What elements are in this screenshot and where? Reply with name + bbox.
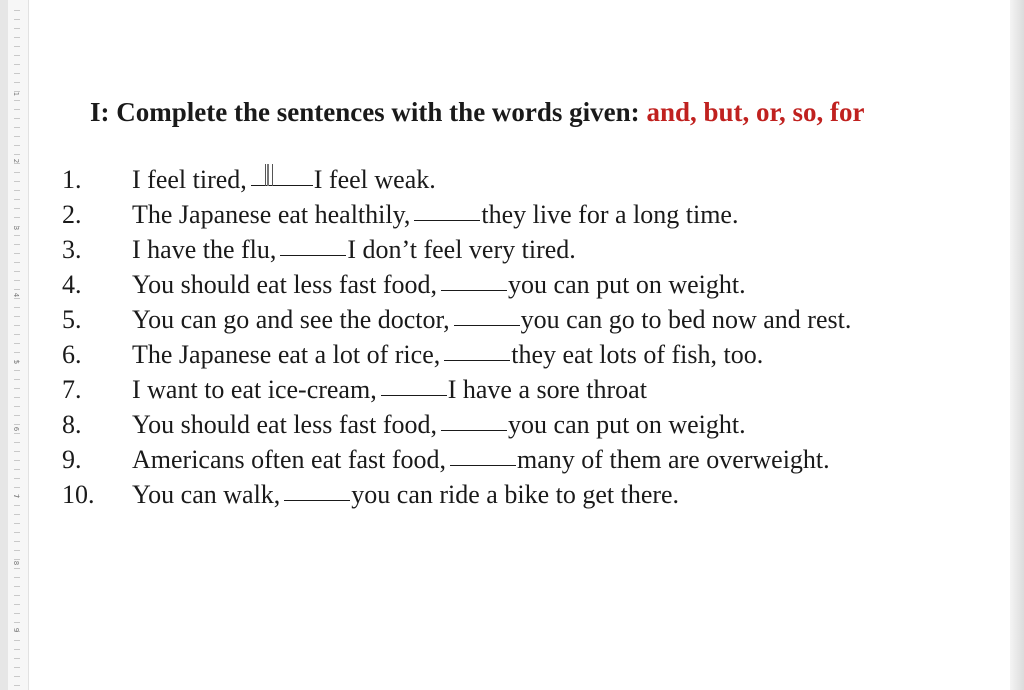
ruler-tick [14, 586, 20, 587]
sentence-end: they live for a long time. [481, 200, 739, 230]
list-item [60, 232, 1000, 267]
ruler-tick [14, 127, 20, 128]
ruler-tick [14, 316, 20, 317]
ruler-tick [14, 289, 20, 290]
item-number: 3. [62, 235, 82, 265]
ruler-tick [14, 649, 20, 650]
answer-blank[interactable] [441, 429, 507, 431]
sentence-end: you can put on weight. [508, 410, 746, 440]
ruler-tick [14, 532, 20, 533]
ruler-number: 4 [12, 292, 21, 298]
sentence-end: they eat lots of fish, too. [511, 340, 764, 370]
ruler-tick [14, 424, 20, 425]
item-number: 7. [62, 375, 82, 405]
ruler-tick [14, 100, 20, 101]
ruler-tick [14, 514, 20, 515]
ruler-tick [14, 253, 20, 254]
answer-blank[interactable] [284, 499, 350, 501]
ruler-tick [14, 235, 20, 236]
ruler-tick [14, 379, 20, 380]
sentence-start: I want to eat ice-cream, [132, 375, 377, 405]
ruler-tick [14, 370, 20, 371]
ruler-tick [14, 37, 20, 38]
sentence-start: You can go and see the doctor, [132, 305, 450, 335]
vertical-ruler [8, 0, 29, 690]
list-item [60, 302, 1000, 337]
ruler-tick [14, 550, 20, 551]
ruler-tick [14, 73, 20, 74]
ruler-number: 2 [12, 158, 21, 164]
sentence-end: you can go to bed now and rest. [520, 305, 852, 335]
ruler-tick [14, 307, 20, 308]
ruler-number: 9 [12, 627, 21, 633]
sentence-start: The Japanese eat a lot of rice, [132, 340, 441, 370]
item-number: 2. [62, 200, 82, 230]
ruler-tick [14, 442, 20, 443]
ruler-tick [14, 541, 20, 542]
document-body[interactable] [60, 95, 1000, 512]
exercise-heading [90, 95, 1000, 130]
ruler-tick [14, 433, 20, 434]
sentence-start: You should eat less fast food, [132, 410, 438, 440]
right-scroll-edge[interactable] [1010, 0, 1024, 690]
ruler-tick [14, 208, 20, 209]
sentence-start: You should eat less fast food, [132, 270, 438, 300]
answer-blank[interactable] [444, 359, 510, 361]
ruler-number: 5 [12, 359, 21, 365]
item-number: 9. [62, 445, 82, 475]
answer-blank[interactable] [381, 394, 447, 396]
ruler-tick [14, 64, 20, 65]
ruler-tick [14, 181, 20, 182]
left-edge-bar [0, 0, 8, 690]
ruler-tick [14, 217, 20, 218]
heading-word-list: and, but, or, so, for [646, 97, 865, 127]
ruler-tick [14, 118, 20, 119]
ruler-number: 1 [12, 91, 21, 97]
sentence-end: I have a sore throat [447, 375, 647, 405]
ruler-tick [14, 613, 20, 614]
ruler-tick [14, 640, 20, 641]
sentence-end: many of them are overweight. [517, 445, 830, 475]
answer-blank[interactable] [251, 184, 313, 186]
answer-blank[interactable] [454, 324, 520, 326]
sentence-start: I feel tired, [132, 165, 247, 195]
ruler-tick [14, 55, 20, 56]
list-item [60, 372, 1000, 407]
ruler-tick [14, 622, 20, 623]
item-number: 10. [62, 480, 95, 510]
ruler-tick [14, 460, 20, 461]
ruler-tick [14, 505, 20, 506]
sentence-start: You can walk, [132, 480, 281, 510]
ruler-tick [14, 172, 20, 173]
ruler-number: 8 [12, 560, 21, 566]
ruler-tick [14, 685, 20, 686]
ruler-tick [14, 325, 20, 326]
ruler-tick [14, 469, 20, 470]
sentence-end: you can put on weight. [508, 270, 746, 300]
ruler-tick [14, 199, 20, 200]
list-item [60, 197, 1000, 232]
text-cursor-icon [265, 164, 273, 186]
sentence-end: I feel weak. [313, 165, 436, 195]
sentence-start: I have the flu, [132, 235, 277, 265]
ruler-tick [14, 280, 20, 281]
ruler-tick [14, 334, 20, 335]
list-item [60, 337, 1000, 372]
ruler-tick [14, 82, 20, 83]
list-item [60, 407, 1000, 442]
heading-prefix: I: Complete the sentences with the words given: [90, 97, 647, 127]
ruler-tick [14, 397, 20, 398]
ruler-tick [14, 352, 20, 353]
ruler-tick [14, 523, 20, 524]
item-number: 4. [62, 270, 82, 300]
ruler-tick [14, 262, 20, 263]
ruler-number: 3 [12, 225, 21, 231]
sentence-start: Americans often eat fast food, [132, 445, 447, 475]
list-item [60, 162, 1000, 197]
ruler-tick [14, 478, 20, 479]
ruler-number: 7 [12, 493, 21, 499]
ruler-tick [14, 109, 20, 110]
sentence-end: I don’t feel very tired. [347, 235, 576, 265]
ruler-tick [14, 676, 20, 677]
item-number: 8. [62, 410, 82, 440]
item-number: 6. [62, 340, 82, 370]
answer-blank[interactable] [280, 254, 346, 256]
answer-blank[interactable] [414, 219, 480, 221]
ruler-tick [14, 343, 20, 344]
sentence-start: The Japanese eat healthily, [132, 200, 411, 230]
ruler-number: 6 [12, 426, 21, 432]
ruler-tick [14, 145, 20, 146]
ruler-tick [14, 577, 20, 578]
answer-blank[interactable] [441, 289, 507, 291]
ruler-tick [14, 28, 20, 29]
ruler-tick [14, 136, 20, 137]
ruler-tick [14, 154, 20, 155]
item-number: 1. [62, 165, 82, 195]
list-item [60, 477, 1000, 512]
ruler-tick [14, 658, 20, 659]
ruler-tick [14, 604, 20, 605]
ruler-tick [14, 190, 20, 191]
ruler-tick [14, 10, 20, 11]
sentence-end: you can ride a bike to get there. [351, 480, 680, 510]
ruler-tick [14, 388, 20, 389]
ruler-tick [14, 451, 20, 452]
list-item [60, 442, 1000, 477]
list-item [60, 267, 1000, 302]
ruler-tick [14, 244, 20, 245]
item-number: 5. [62, 305, 82, 335]
ruler-tick [14, 667, 20, 668]
ruler-tick [14, 568, 20, 569]
ruler-tick [14, 46, 20, 47]
ruler-tick [14, 19, 20, 20]
ruler-tick [14, 298, 20, 299]
ruler-tick [14, 415, 20, 416]
ruler-tick [14, 271, 20, 272]
ruler-tick [14, 487, 20, 488]
ruler-tick [14, 406, 20, 407]
ruler-tick [14, 595, 20, 596]
answer-blank[interactable] [450, 464, 516, 466]
exercise-list [60, 162, 1000, 512]
